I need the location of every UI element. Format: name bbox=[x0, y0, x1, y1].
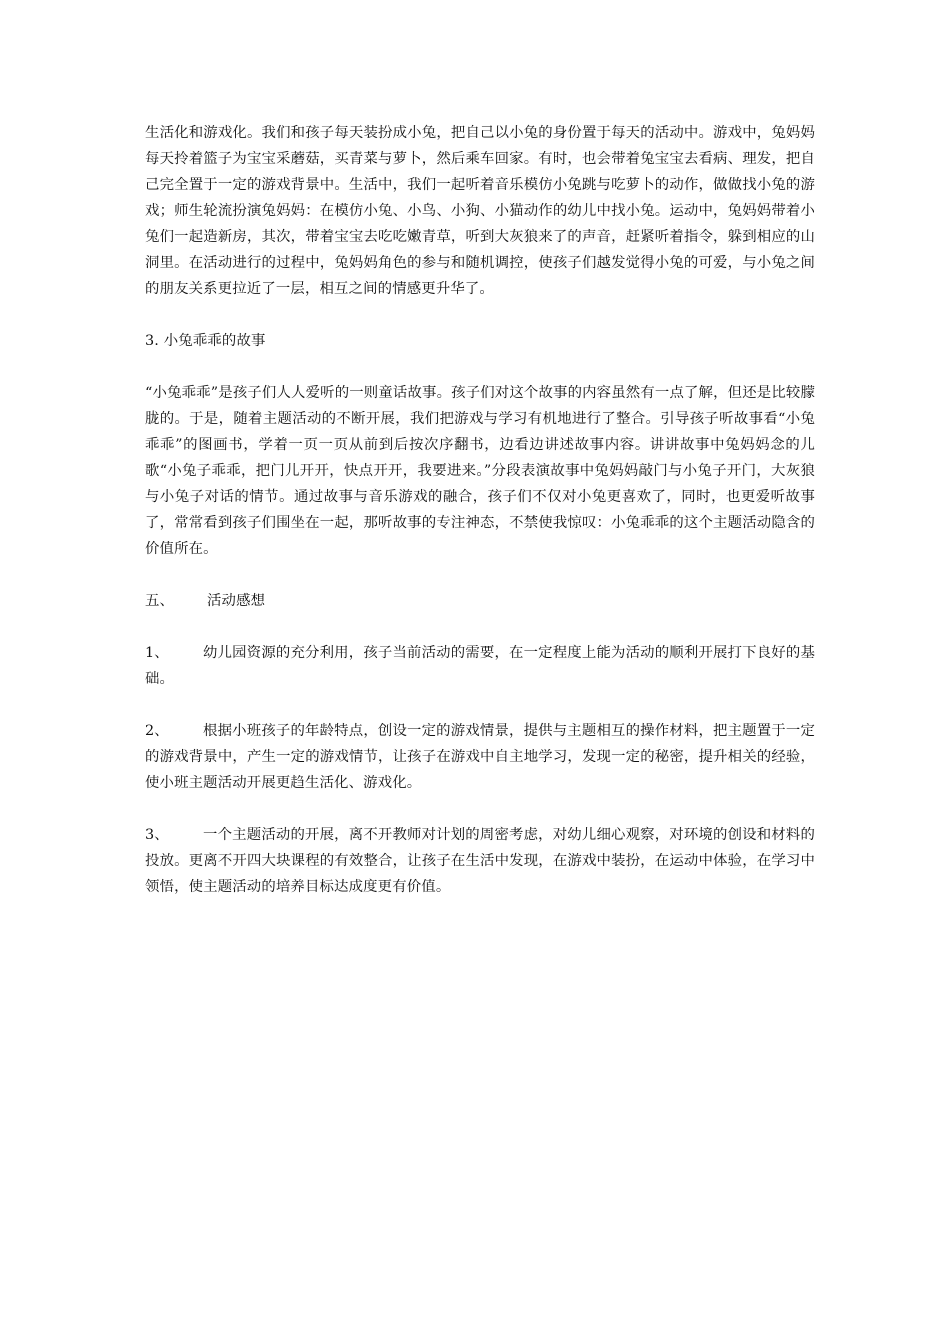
section-5-heading bbox=[145, 588, 815, 614]
spacer bbox=[145, 562, 815, 588]
document-page bbox=[145, 120, 815, 900]
spacer bbox=[145, 302, 815, 328]
list-item-text: 一个主题活动的开展，离不开教师对计划的周密考虑，对幼儿细心观察，对环境的创设和材料的投放。更离不开四大块课程的有效整合，让孩子在生活中发现，在游戏中装扮，在运动中体验，在学习中领悟，使主题活动的培养目标达成度更有价值。 bbox=[145, 827, 815, 895]
spacer bbox=[145, 614, 815, 640]
spacer bbox=[145, 796, 815, 822]
list-item-text: 根据小班孩子的年龄特点，创设一定的游戏情景，提供与主题相互的操作材料，把主题置于一定的游戏背景中，产生一定的游戏情节，让孩子在游戏中自主地学习，发现一定的秘密，提升相关的经验，使小班主题活动开展更趋生活化、游戏化。 bbox=[145, 723, 815, 791]
section-3-body: “小兔乖乖”是孩子们人人爱听的一则童话故事。孩子们对这个故事的内容虽然有一点了解，但还是比较朦胧的。于是，随着主题活动的不断开展，我们把游戏与学习有机地进行了整合。引导孩子听故事看“小兔乖乖”的图画书，学着一页一页从前到后按次序翻书，边看边讲述故事内容。讲讲故事中兔妈妈念的儿歌“小兔子乖乖，把门儿开开，快点开开，我要进来。”分段表演故事中兔妈妈敲门与小兔子开门，大灰狼与小兔子对话的情节。通过故事与音乐游戏的融合，孩子们不仅对小兔更喜欢了，同时，也更爱听故事了，常常看到孩子们围坐在一起，那听故事的专注神态，不禁使我惊叹：小兔乖乖的这个主题活动隐含的价值所在。 bbox=[145, 385, 815, 557]
list-item-number: 1、 bbox=[145, 645, 169, 661]
section-5-title: 活动感想 bbox=[207, 593, 266, 609]
list-item bbox=[145, 640, 815, 692]
section-3-title: 3. 小兔乖乖的故事 bbox=[145, 333, 266, 349]
spacer bbox=[145, 354, 815, 380]
list-item bbox=[145, 822, 815, 900]
paragraph-intro: 生活化和游戏化。我们和孩子每天装扮成小兔，把自己以小兔的身份置于每天的活动中。游戏中，兔妈妈每天拎着篮子为宝宝采蘑菇，买青菜与萝卜，然后乘车回家。有时，也会带着兔宝宝去看病、理发，把自己完全置于一定的游戏背景中。生活中，我们一起听着音乐模仿小兔跳与吃萝卜的动作，做做找小兔的游戏；师生轮流扮演兔妈妈：在模仿小兔、小鸟、小狗、小猫动作的幼儿中找小兔。运动中，兔妈妈带着小兔们一起造新房，其次，带着宝宝去吃吃嫩青草，听到大灰狼来了的声音，赶紧听着指令，躲到相应的山洞里。在活动进行的过程中，兔妈妈角色的参与和随机调控，使孩子们越发觉得小兔的可爱，与小兔之间的朋友关系更拉近了一层，相互之间的情感更升华了。 bbox=[145, 125, 815, 297]
list-item-number: 2、 bbox=[145, 723, 169, 739]
section-5-number: 五、 bbox=[145, 593, 175, 609]
list-item-text: 幼儿园资源的充分利用，孩子当前活动的需要，在一定程度上能为活动的顺利开展打下良好的基础。 bbox=[145, 645, 815, 687]
list-item-number: 3、 bbox=[145, 827, 169, 843]
list-item bbox=[145, 718, 815, 796]
spacer bbox=[145, 692, 815, 718]
